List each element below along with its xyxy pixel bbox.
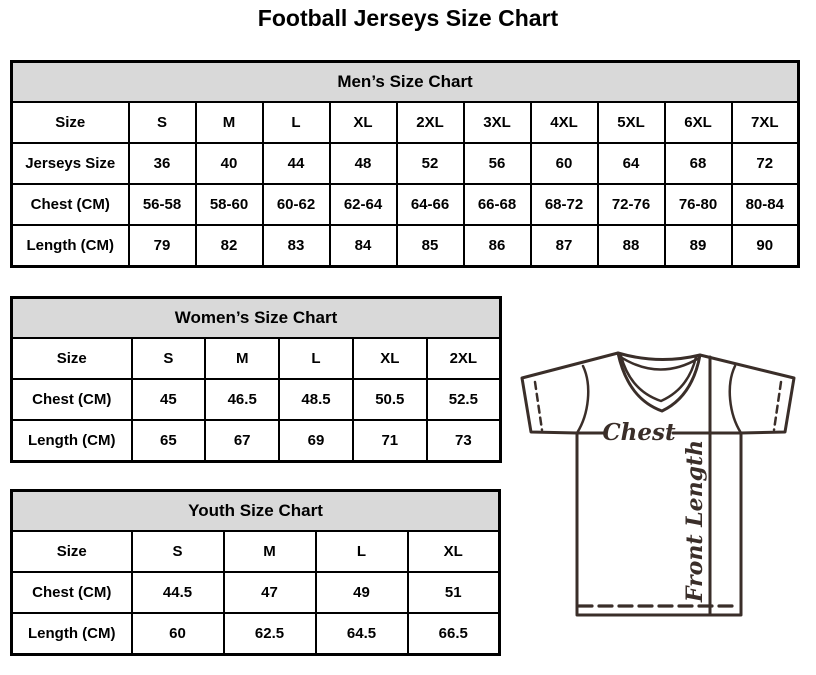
row-label: Length (CM) — [12, 613, 132, 655]
cell: 65 — [132, 420, 206, 462]
left-sleeve-seam — [577, 366, 588, 433]
cell: 45 — [132, 379, 206, 420]
row-label: Jerseys Size — [12, 143, 129, 184]
page-title: Football Jerseys Size Chart — [257, 5, 559, 31]
cell: 58-60 — [196, 184, 263, 225]
cell: 85 — [397, 225, 464, 267]
row-label: Length (CM) — [12, 420, 132, 462]
cell: 72 — [732, 143, 799, 184]
cell: 67 — [205, 420, 279, 462]
cell: 52.5 — [427, 379, 501, 420]
cell: XL — [353, 338, 427, 379]
cell: 44 — [263, 143, 330, 184]
cell: 6XL — [665, 102, 732, 143]
cell: 64.5 — [316, 613, 408, 655]
youth-size-chart-table — [10, 489, 501, 656]
cell: 3XL — [464, 102, 531, 143]
table-row — [12, 572, 500, 613]
cell: 56 — [464, 143, 531, 184]
cell: 76-80 — [665, 184, 732, 225]
cell: 83 — [263, 225, 330, 267]
cell: 64-66 — [397, 184, 464, 225]
womens-chart-title: Women’s Size Chart — [12, 298, 501, 339]
cell: 5XL — [598, 102, 665, 143]
cell: 40 — [196, 143, 263, 184]
table-row — [12, 143, 799, 184]
row-label: Chest (CM) — [12, 572, 132, 613]
cell: 47 — [224, 572, 316, 613]
cell: 79 — [129, 225, 196, 267]
cell: 90 — [732, 225, 799, 267]
left-cuff-stitch-line — [535, 382, 542, 430]
cell: 52 — [397, 143, 464, 184]
cell: M — [205, 338, 279, 379]
table-row — [12, 613, 500, 655]
table-row — [12, 338, 501, 379]
cell: M — [224, 531, 316, 572]
front-length-label: Front Length — [682, 439, 708, 603]
cell: 62-64 — [330, 184, 397, 225]
cell: S — [129, 102, 196, 143]
cell: 82 — [196, 225, 263, 267]
row-label: Chest (CM) — [12, 379, 132, 420]
table-row — [12, 225, 799, 267]
cell: 36 — [129, 143, 196, 184]
cell: 66.5 — [408, 613, 500, 655]
cell: 2XL — [427, 338, 501, 379]
cell: 50.5 — [353, 379, 427, 420]
cell: M — [196, 102, 263, 143]
row-label: Size — [12, 102, 129, 143]
right-cuff-stitch-line — [774, 382, 781, 430]
cell: 51 — [408, 572, 500, 613]
cell: 73 — [427, 420, 501, 462]
cell: 86 — [464, 225, 531, 267]
youth-chart-title: Youth Size Chart — [12, 491, 500, 532]
cell: L — [263, 102, 330, 143]
cell: 62.5 — [224, 613, 316, 655]
cell: 69 — [279, 420, 353, 462]
cell: 68 — [665, 143, 732, 184]
table-row — [12, 420, 501, 462]
cell: 60-62 — [263, 184, 330, 225]
chest-label: Chest — [602, 419, 676, 446]
row-label: Size — [12, 338, 132, 379]
cell: 68-72 — [531, 184, 598, 225]
row-label: Size — [12, 531, 132, 572]
cell: 48.5 — [279, 379, 353, 420]
mens-chart-title: Men’s Size Chart — [12, 62, 799, 103]
row-label: Length (CM) — [12, 225, 129, 267]
table-row — [12, 184, 799, 225]
jersey-outline — [522, 353, 794, 615]
cell: 4XL — [531, 102, 598, 143]
cell: S — [132, 531, 224, 572]
cell: 84 — [330, 225, 397, 267]
cell: S — [132, 338, 206, 379]
cell: 46.5 — [205, 379, 279, 420]
cell: 60 — [132, 613, 224, 655]
cell: 89 — [665, 225, 732, 267]
cell: 60 — [531, 143, 598, 184]
cell: 66-68 — [464, 184, 531, 225]
mens-size-chart-table — [10, 60, 800, 268]
cell: 88 — [598, 225, 665, 267]
cell: XL — [408, 531, 500, 572]
cell: 44.5 — [132, 572, 224, 613]
cell: 49 — [316, 572, 408, 613]
cell: 80-84 — [732, 184, 799, 225]
cell: 56-58 — [129, 184, 196, 225]
table-row — [12, 102, 799, 143]
cell: 87 — [531, 225, 598, 267]
cell: 7XL — [732, 102, 799, 143]
cell: 48 — [330, 143, 397, 184]
cell: 72-76 — [598, 184, 665, 225]
cell: 71 — [353, 420, 427, 462]
cell: 64 — [598, 143, 665, 184]
cell: L — [316, 531, 408, 572]
row-label: Chest (CM) — [12, 184, 129, 225]
right-sleeve-seam — [730, 366, 741, 433]
table-row — [12, 379, 501, 420]
table-row — [12, 531, 500, 572]
cell: XL — [330, 102, 397, 143]
womens-size-chart-table — [10, 296, 502, 463]
cell: 2XL — [397, 102, 464, 143]
jersey-diagram — [515, 340, 800, 625]
cell: L — [279, 338, 353, 379]
